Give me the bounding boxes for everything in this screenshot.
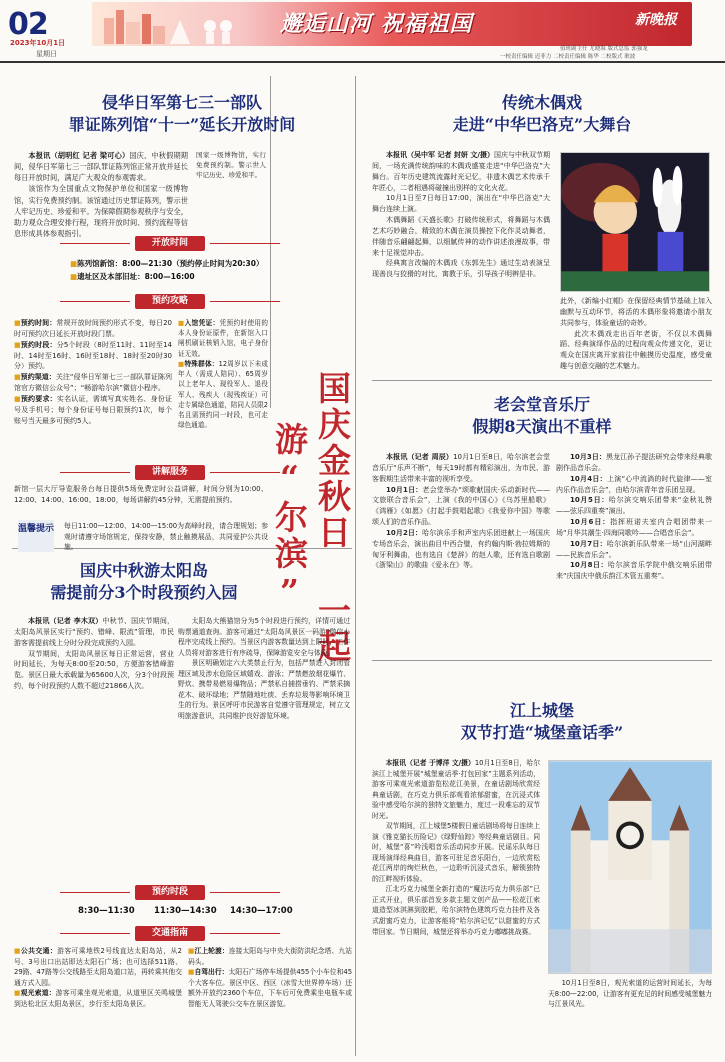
time-slot-row: [60, 905, 300, 921]
article5-body-left: 本报讯（记者 于博洋 文/摄）10月1日至8日，哈尔滨江上城堡开展“城堡童话季·打包回家”主题系列活动，游客可乘观光索道游览松花江美景，在童话剧场欣赏经典童话剧，在巧克力俱乐部观看浓郁甜蜜，在沉浸式体验中感受哈尔滨的独特文旅魅力，度过一段难忘的双节时光。 双节期间，江上城堡5楼假日童话剧场将每日连续上演《雅克猫长历险记》《绿野仙踪》等经典童话剧目。同时，城堡“喜”吟浅唱音乐活动同步开展。民谣乐队每日现场演绎经典曲目，游客可驻足音乐阳台，一边欣赏松花江两岸的绚烂秋色，一边聆听沉浸式音乐，解锁独特的江畔视听体验。 江北巧克力城堡全新打造的“魔法巧克力俱乐部”已正式开业，俱乐部首发多款主题文创产品——松花江索道造型冰淇淋到胶耙，哈尔滨特色建筑巧克力挂件及各式甜蜜巧克力，让游客能将“哈尔滨记忆”以甜蜜的方式带回家。节日期间，城堡还将举办巧克力嘟嘟挑战赛。: [372, 759, 540, 936]
section-divider: [372, 380, 712, 381]
page-number: 02: [8, 7, 48, 42]
section-rule: [60, 892, 130, 893]
section-rule: [210, 892, 280, 893]
vertical-slogan: 国庆金秋日 一起游“尔滨”: [270, 371, 352, 665]
section-guide-service: 讲解服务: [135, 465, 205, 480]
article5-headline: 江上城堡 双节打造“城堡童话季”: [460, 701, 624, 742]
traffic-left: ■公共交通：游客可乘地铁2号线直达太阳岛站，从2号、3号出口出站即达太阳石广场；也可选择511路、29路、47路等公交线路至太阳岛道口站，再转乘其他交通方式入园。 ■观光索道：游客可乘坐观光索道，从道里区关鸣城堡到达松北区太阳岛景区，步行至太阳岛景区。: [14, 947, 183, 1008]
page-header: [0, 0, 725, 62]
header-divider: [0, 61, 725, 63]
section-rule: [210, 243, 280, 244]
tip-label: 温馨提示: [18, 520, 54, 552]
time-slot-2: 11:30—14:30: [154, 906, 217, 916]
article1-headline: 侵华日军第七三一部队 罪证陈列馆“十一”延长开放时间: [68, 93, 296, 134]
article2-body-left: 本报讯（记者 李木双）中秋节、国庆节期间，太阳岛风景区实行“预约、错峰、限流”管理，市民游客需提前线上分时分段完成预约入园。 双节期间，太阳岛风景区每日正常运营，营业时间延长，为每天8:00至20:50，方便游客错峰游览。景区日最大承载量为65600人次，分3个时段预约，每个时段预约人数不超过21866人次。: [14, 617, 175, 691]
castle-photo: [548, 760, 712, 974]
editor-credits-2: 一校责任编辑 迟菲力 二校责任编辑 陈华 二校版式 耿波: [500, 54, 636, 60]
article4-headline: 老会堂音乐厅 假期8天演出不重样: [472, 395, 612, 436]
traffic-right: ■江上轮渡：连接太阳岛与中央大街防洪纪念塔、九站码头。 ■自驾出行：太阳石广场停车场提供455个小车位和45个大客车位。景区中区、西区（冰雪大世界停车场）还额外开放约2360个车位，下车后可免费乘坐电瓶车或智能无人驾驶公交车在景区游览。: [188, 947, 353, 1008]
section-rule: [60, 301, 130, 302]
article5-body-right: 10月1日至8日，观光索道的运营时间延长，为每天8:00—22:00，让游客有更充足的时间感受城堡魅力与江景风光。: [548, 979, 712, 1009]
guide-service-text: 新馆一层大厅导览服务台每日提供5场免费定时公益讲解，时间分别为10:00、12:00、14:00、16:00、18:00，每场讲解约45分钟，无需提前预约。: [14, 485, 268, 504]
reservation-left: ■预约时间：常规开放时间预约形式不变，每日20时可预约次日延长开放时段门票。 ■预约时段：分5个时段（8时至11时、11时至14时、14时至16时、16时至18时、18时至20时30分）预约。 ■预约渠道：关注“侵华日军第七三一部队罪证陈列馆官方微信公众号”；“畅游哈尔滨”微信小程序。 ■预约要求：实名认证，需填写真实姓名、身份证号及手机号；每个身份证号每日限预约1次，每个账号当天最多可预约5人。: [14, 319, 172, 425]
newspaper-logo: 新晚报: [635, 12, 677, 28]
reservation-right: ■入馆凭证：凭预约时使用的本人身份证原件，在新馆入口闸机刷证核销入馆，电子身份证无效。 ■特殊群体：12周岁以下未成年人（需成人陪同）、65周岁以上老年人、现役军人、退役军人、残疾人（现残疾证）可走专属绿色通道，陪同人员限2名且需预约同一时段，也可走绿色通道。: [178, 319, 269, 430]
time-slot-3: 14:30—17:00: [230, 906, 293, 916]
article3-headline: 传统木偶戏 走进“中华巴洛克”大舞台: [452, 93, 632, 134]
article1-body-right: 国家一级博物馆，实行免费预约制。警示世人牢记历史、珍爱和平。: [196, 151, 266, 180]
issue-weekday: 星期日: [36, 50, 57, 58]
article2-body-right: 太阳岛大熊猫馆分为5个时段进行预约，详情可通过购票通道查询。游客可通过“太阳岛风景区一码游”微信小程序完成线上预约。当景区内游客数量达到上限时，工作人员将对游客进行有序疏导，保障游览安全与体验。 景区明确划定六大类禁止行为，包括严禁进入封闭管理区域及涉水危险区域嬉戏、游泳；严禁燃放烟花爆竹、野炊、携带易燃易爆物品；严禁私自捕捞垂钓、严禁采摘花木、破坏绿地；严禁随地吐痰、丢弃垃圾等影响环境卫生的行为。景区呼吁市民游客自觉遵守管理规定，树立文明旅游意识，共同维护良好游览环境。: [178, 617, 350, 720]
section-rule: [60, 472, 130, 473]
open-time-site: ■遗址区及本部旧址：8:00—16:00: [70, 272, 195, 281]
issue-date: 2023年10月1日: [10, 39, 66, 47]
article3-body-left: 本报讯（吴中军 记者 封妍 文/摄）国庆与中秋双节期间，一场充满传统韵味的木偶戏盛宴走进“中华巴洛克”大舞台。百年历史建筑流露时光记忆，非遗木偶艺术传承千年匠心，二者相遇将碰撞出别样的文化火花。 10月1日至7日每日17:00，演出在“中华巴洛克”大舞台连续上演。 木偶舞蹈《天盛长歌》打破传统形式，将舞蹈与木偶艺术巧妙融合，精致的木偶在演员操控下化作灵动舞者，伴随音乐翩翩起舞，以细腻传神的动作讲述浪漫故事，带来十足视觉冲击。 经典寓言改编的木偶戏《东郭先生》通过生动表演呈现善良与狡猾的对比，寓教于乐，引导孩子明辨是非。: [372, 151, 551, 279]
section-rule: [210, 301, 280, 302]
tip-text: 每日11:00—12:00、14:00—15:00为高峰时段，请合理规划；参观时请遵守场馆规定，保持安静，禁止触摸展品，共同爱护公共设施。: [64, 522, 268, 552]
section-open-time: 开放时间: [135, 236, 205, 251]
article2-headline: 国庆中秋游太阳岛 需提前分3个时段预约入园: [50, 561, 238, 602]
puppet-photo: [560, 152, 710, 292]
section-time-slots: 预约时段: [135, 885, 205, 900]
banner-skyline-illustration: [100, 6, 250, 44]
editor-credits-1: 值班副主任 尤晓海 版式总监 郭强龙: [560, 46, 648, 52]
open-time-newhall: ■陈列馆新馆：8:00—21:30（预约停止时间为20:30）: [70, 259, 264, 268]
article3-body-right: 此外，《新编小红帽》在保留经典情节基础上加入幽默与互动环节，将活的木偶形象将邀请小朋友共同参与，体验童话的奇妙。 此次木偶戏走出百年老街，不仅以木偶舞蹈、经典演绎作品的过程向观众传递文化，更让观众在国庆离开家前往中触摸历史温度，感受童趣与创意交融的艺术魅力。: [560, 297, 712, 371]
section-traffic-guide: 交通指南: [135, 926, 205, 941]
section-divider: [372, 660, 712, 661]
section-rule: [60, 933, 130, 934]
article4-body-right: 10月3日：黑龙江孙子提法研究会带来经典歌剧作品音乐会。 10月4日：上演“心中流淌的时代旋律——室内乐作品音乐会”，由哈尔滨青年音乐团呈现。 10月5日：哈尔滨交响乐团带来“金秋礼赞——弦乐四重奏”演出。 10月6日：指挥班诺夫室内合唱团带来一场“月华共潮生·四海同歌吟——合唱音乐会”。 10月7日：哈尔滨新乐队带来一场“山河湖畔——民族音乐会”。 10月8日：哈尔滨音乐学院中俄交响乐团带来“庆国庆中俄乐韵江木管五重奏”。: [556, 453, 713, 581]
column-divider: [355, 76, 356, 1056]
time-slot-1: 8:30—11:30: [78, 906, 135, 916]
banner-title: 邂逅山河 祝福祖国: [280, 11, 473, 37]
article1-body-left: 本报讯（胡明红 记者 梁可心）国庆、中秋假期期间，侵华日军第七三一部队罪证陈列馆正常开放并延长每日开放时间，满足广大观众的参观需求。 该馆作为全国重点文物保护单位和国家一级博物馆，实行免费预约制。该馆通过历史罪证陈列，警示世人牢记历史、珍爱和平。为保障假期参观秩序与安全，助力观众合理安排行程，现将开放时间、预约流程等信息形成具体参观指引。: [14, 151, 188, 239]
section-reservation: 预约攻略: [135, 294, 205, 309]
section-rule: [210, 933, 280, 934]
section-rule: [60, 243, 130, 244]
article4-body-left: 本报讯（记者 周辰）10月1日至8日，哈尔滨老会堂音乐厅“乐声不断”，每天19时都有精彩演出，为市民、游客假期生活带来丰富的视听享受。 10月1日：老会堂举办“颂歌献国庆·乐动新时代——文旅联合音乐会”，上演《我的中国心》《乌苏里船歌》《鸿雁》《如愿》《打起手鼓唱起歌》《我爱你中国》等歌颂人们的音乐作品。 10月2日：哈尔滨乐手和声室内乐团进献上一场国庆专场音乐会，演出曲目中西合璧，有约翰内斯·勃拉姆斯的匈牙利舞曲，也有选自《楚辞》的赵人歌，还有选自歌剧《浙梁山》的歌曲《爱永在》等。: [372, 453, 550, 570]
